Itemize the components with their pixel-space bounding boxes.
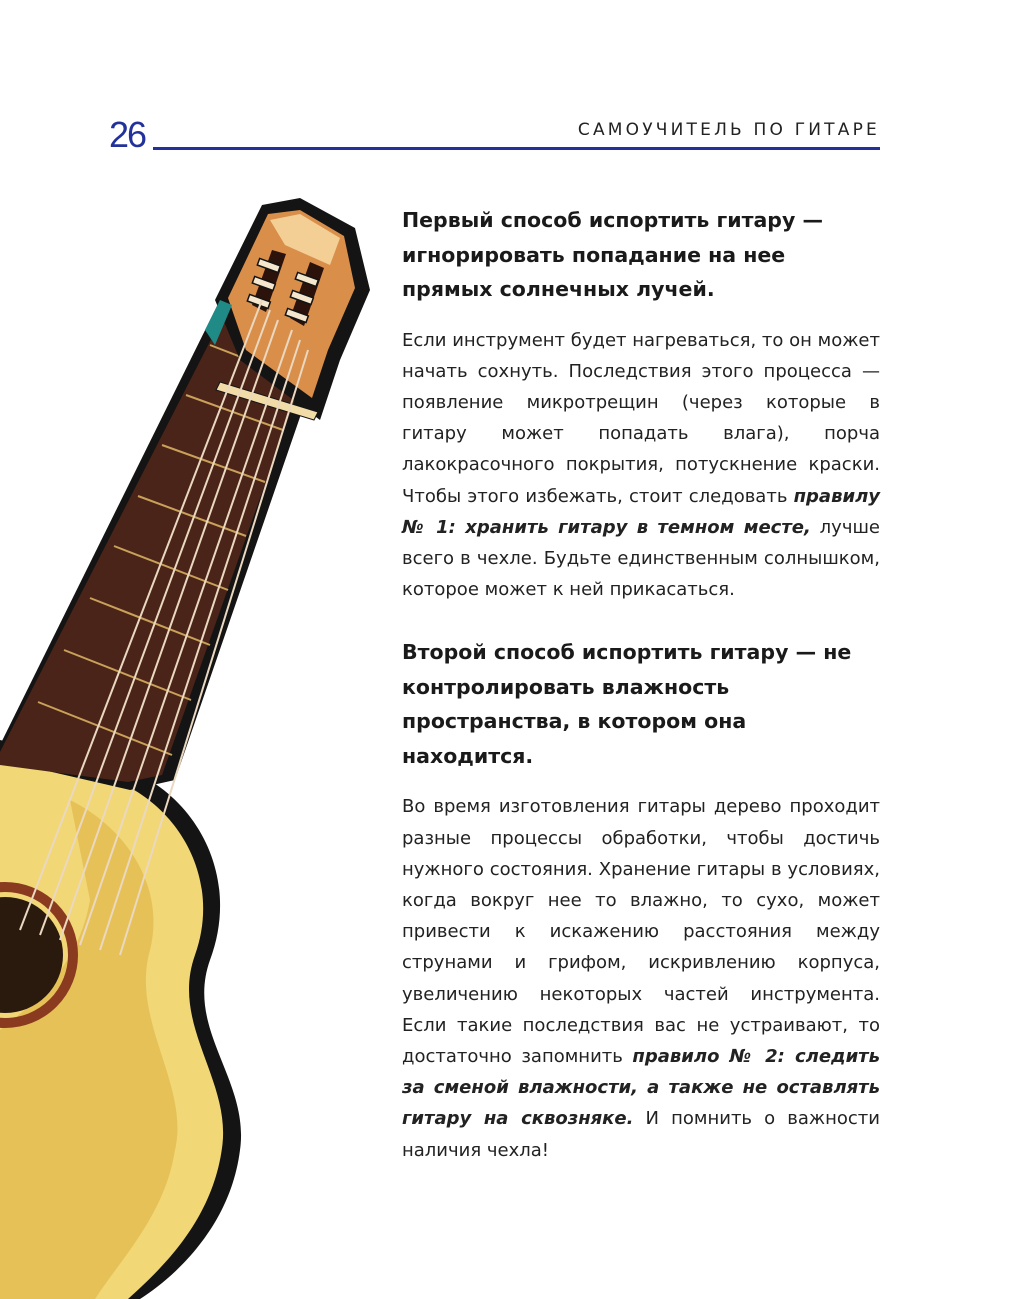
section-heading: Первый способ испортить гитару — игнорировать попадание на нее прямых солнечных лучей. (402, 208, 823, 301)
rule-emphasis: правило № 2: следить за сменой влажности, а также не оставлять гитару на сквозняке. (402, 1045, 880, 1130)
section-paragraph (402, 791, 880, 1165)
guitar-illustration (0, 190, 400, 1299)
paragraph-text: Если инструмент будет нагреваться, то он может начать сохнуть. Последствия этого процесса — появление микротрещин (через которые в гитару может попадать влага), порча лакокрасочного покрытия, потускнение краски. Чтобы этого избежать, стоит следовать (402, 329, 880, 507)
section-paragraph (402, 325, 880, 606)
paragraph-text: И помнить о важности наличия чехла! (402, 1108, 880, 1161)
rule-emphasis: правилу № 1: хранить гитару в темном месте, (402, 485, 880, 538)
paragraph-text: лучше всего в чехле. Будьте единственным солнышком, которое может к ней прикасаться. (402, 516, 880, 601)
paragraph-text: Во время изготовления гитары дерево проходит разные процессы обработки, чтобы достичь нужного состояния. Хранение гитары в условиях, когда вокруг нее то влажно, то сухо, может привести к искажению расстояния между струнами и грифом, искривлению корпуса, увеличению некоторых частей инструмента. Если такие последствия вас не устраивают, то достаточно запомнить (402, 796, 880, 1067)
running-title: САМОУЧИТЕЛЬ ПО ГИТАРЕ (577, 120, 880, 140)
guitar-neck (0, 312, 316, 782)
page-number: 26 (109, 114, 146, 155)
section-heading: Второй способ испортить гитару — не контролировать влажность пространства, в котором она находится. (402, 640, 852, 768)
header-rule (153, 147, 880, 150)
text-column (402, 203, 880, 1190)
